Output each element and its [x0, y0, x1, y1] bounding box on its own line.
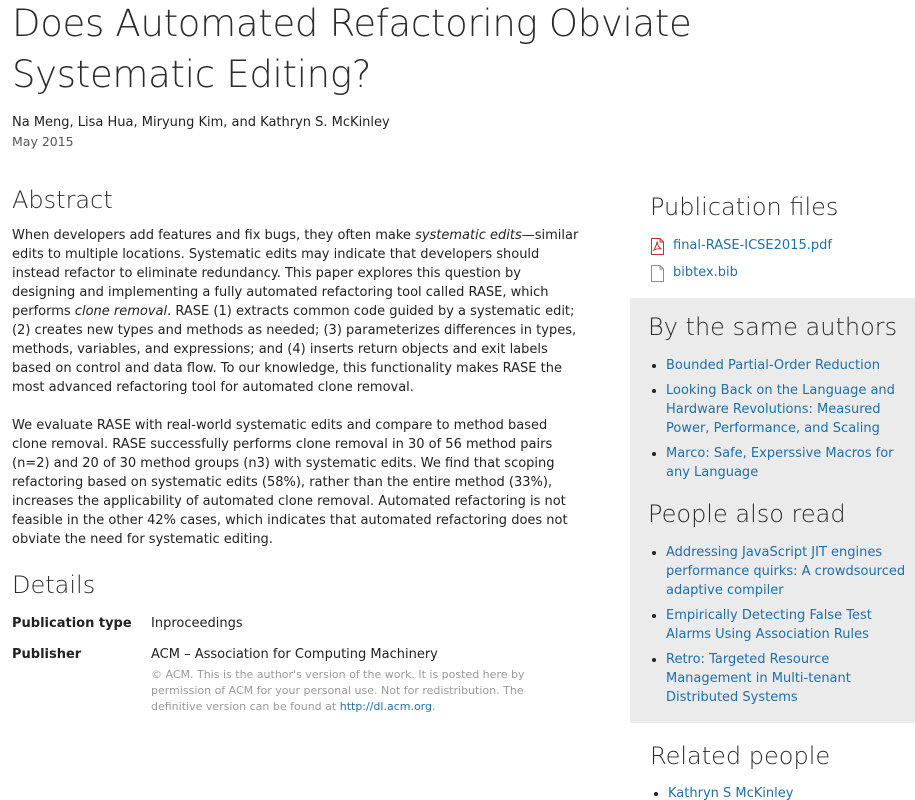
abstract-p1-text-c: . RASE (1) extracts common code guided by a systematic edit; (2) creates new types and methods as needed; (3) parameterizes differences in types, methods, variables, and expressions; and (4) inserts return objects and exit labels based on control and data flow. To our knowledge, this functionality makes RASE the most advanced refactoring tool for automated clone removal.	[12, 304, 577, 395]
list-item	[666, 381, 910, 438]
detail-value-publication-type: Inproceedings	[151, 616, 243, 631]
same-authors-list	[648, 356, 910, 482]
document-file-icon	[650, 265, 665, 282]
same-authors-link-3[interactable]: Marco: Safe, Experssive Macros for any Language	[666, 446, 894, 480]
same-authors-section	[648, 310, 910, 488]
related-people-list	[650, 784, 910, 800]
detail-label-publication-type: Publication type	[12, 616, 132, 631]
copyright-notice-text: © ACM. This is the author's version of the work. It is posted here by permission of ACM for your personal use. Not for redistribution. The definitive version can be found at	[151, 668, 525, 713]
detail-label-publisher: Publisher	[12, 647, 82, 662]
publication-files-section	[650, 190, 900, 291]
abstract-paragraph-2: We evaluate RASE with real-world systematic edits and compare to method based clone removal. RASE successfully performs clone removal in 30 of 56 method pairs (n=2) and 20 of 30 method groups (n3) with systematic edits. We find that scoping refactoring based on systematic edits (58%), rather than the entire method (33%), increases the applicability of automated clone removal. Automated refactoring is not feasible in the other 42% cases, which indicates that automated refactoring does not obviate the need for systematic editing.	[12, 418, 568, 547]
detail-row-publication-type	[12, 615, 584, 633]
also-read-link-1[interactable]: Addressing JavaScript JIT engines performance quirks: A crowdsourced adaptive compiler	[666, 545, 906, 598]
also-read-list	[648, 543, 910, 707]
abstract-p1-text-b: —similar edits to multiple locations. Systematic edits may indicate that developers should instead refactor to eliminate redundancy. This paper explores this question by designing and implementing a fully automated refactoring tool called RASE, which performs	[12, 228, 579, 319]
detail-value-publisher-block	[151, 646, 584, 715]
file-item-pdf[interactable]	[650, 237, 900, 255]
main-content	[12, 183, 584, 728]
publication-files-heading: Publication files	[650, 193, 839, 221]
file-item-bib[interactable]	[650, 264, 900, 282]
acm-dl-link[interactable]: http://dl.acm.org	[339, 700, 432, 713]
abstract-p1-emphasis-systematic-edits: systematic edits	[415, 228, 522, 243]
details-heading: Details	[12, 571, 96, 599]
list-item	[666, 543, 910, 600]
copyright-notice-end: .	[432, 700, 436, 713]
list-item	[666, 650, 910, 707]
detail-row-publisher	[12, 646, 584, 715]
file-link-pdf[interactable]: final-RASE-ICSE2015.pdf	[673, 238, 832, 253]
list-item	[666, 356, 910, 375]
also-read-section	[648, 497, 910, 713]
pdf-file-icon	[650, 238, 665, 255]
list-item	[666, 606, 910, 644]
author-list: Na Meng, Lisa Hua, Miryung Kim, and Kathryn S. McKinley	[12, 115, 390, 130]
same-authors-link-2[interactable]: Looking Back on the Language and Hardware Revolutions: Measured Power, Performance, and Scaling	[666, 383, 895, 436]
also-read-link-2[interactable]: Empirically Detecting False Test Alarms Using Association Rules	[666, 608, 872, 642]
abstract-p1-emphasis-clone-removal: clone removal	[74, 304, 168, 319]
detail-value-publisher: ACM – Association for Computing Machinery	[151, 647, 438, 662]
file-link-bib[interactable]: bibtex.bib	[673, 265, 738, 280]
copyright-notice	[151, 667, 536, 715]
also-read-link-3[interactable]: Retro: Targeted Resource Management in Multi-tenant Distributed Systems	[666, 652, 851, 705]
same-authors-link-1[interactable]: Bounded Partial-Order Reduction	[666, 358, 880, 373]
related-person-link-1[interactable]: Kathryn S McKinley	[668, 786, 794, 800]
list-item	[666, 444, 910, 482]
publication-date: May 2015	[12, 134, 74, 149]
abstract-p1-text-a: When developers add features and fix bugs, they often make	[12, 228, 416, 243]
abstract-heading: Abstract	[12, 186, 113, 214]
recommendations-panel	[630, 298, 915, 723]
same-authors-heading: By the same authors	[648, 313, 898, 341]
page-title: Does Automated Refactoring Obviate Systematic Editing?	[12, 2, 692, 96]
related-people-section	[650, 739, 910, 800]
list-item	[668, 784, 910, 800]
abstract-paragraph-1	[12, 226, 584, 397]
related-people-heading: Related people	[650, 742, 831, 770]
also-read-heading: People also read	[648, 500, 846, 528]
